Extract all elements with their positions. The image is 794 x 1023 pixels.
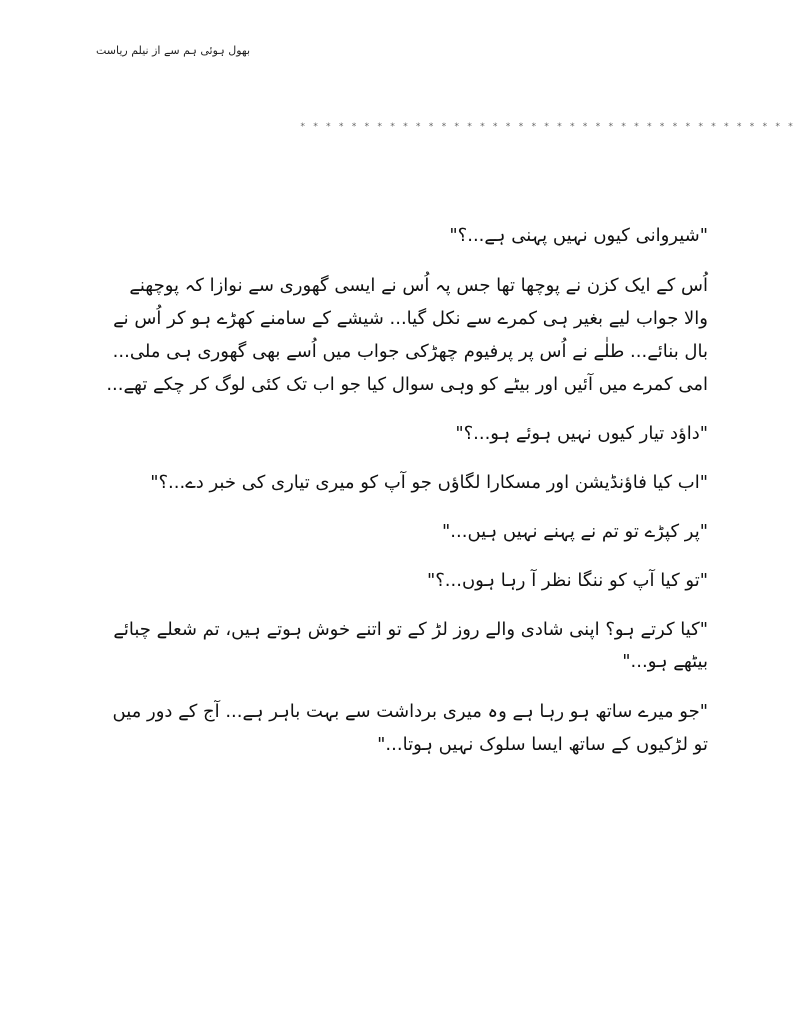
dialogue-sherwani: "شیروانی کیوں نہیں پہنی ہے...؟": [449, 225, 708, 246]
dialogue-daud-ready: "داؤد تیار کیوں نہیں ہوئے ہو...؟": [455, 423, 708, 444]
dialogue-wedding-day: "کیا کرتے ہو؟ اپنی شادی والے روز لڑ کے تو اتنے خوش ہوتے ہیں، تم شعلے چبائے بیٹھے ہو...": [113, 619, 708, 672]
dialogue-tolerance: "جو میرے ساتھ ہو رہا ہے وہ میری برداشت سے بہت باہر ہے... آج کے دور میں تو لڑکیوں کے ساتھ ایسا سلوک نہیں ہوتا...": [112, 701, 708, 755]
page-header-title: بھول ہوئی ہم سے از نیلم ریاست: [96, 44, 251, 57]
dialogue-clothes: "پر کپڑے تو تم نے پہنے نہیں ہیں...": [442, 521, 708, 542]
dialogue-naked: "تو کیا آپ کو ننگا نظر آ رہا ہوں...؟": [426, 570, 708, 591]
asterisk-divider: * * * * * * * * * * * * * * * * * * * * * * * * * * * * * * * * * * * * * * *: [300, 122, 794, 132]
narration-paragraph: اُس کے ایک کزن نے پوچھا تھا جس پہ اُس نے ایسی گھوری سے نوازا کہ پوچھنے والا جواب لیے بغیر ہی کمرے سے نکل گیا... شیشے کے سامنے کھڑے ہو کر اُس نے بال بنائے... طلٰے نے اُس پر پرفیوم چھڑکی جواب میں اُسے بھی گھوری ہی ملی... امی کمرے میں آئیں اور بیٹے کو وہی سوال کیا جو اب تک کئی لوگ کر چکے تھے...: [106, 275, 708, 395]
story-body: [100, 220, 708, 778]
dialogue-foundation: "اب کیا فاؤنڈیشن اور مسکارا لگاؤں جو آپ کو میری تیاری کی خبر دے...؟": [150, 472, 708, 493]
